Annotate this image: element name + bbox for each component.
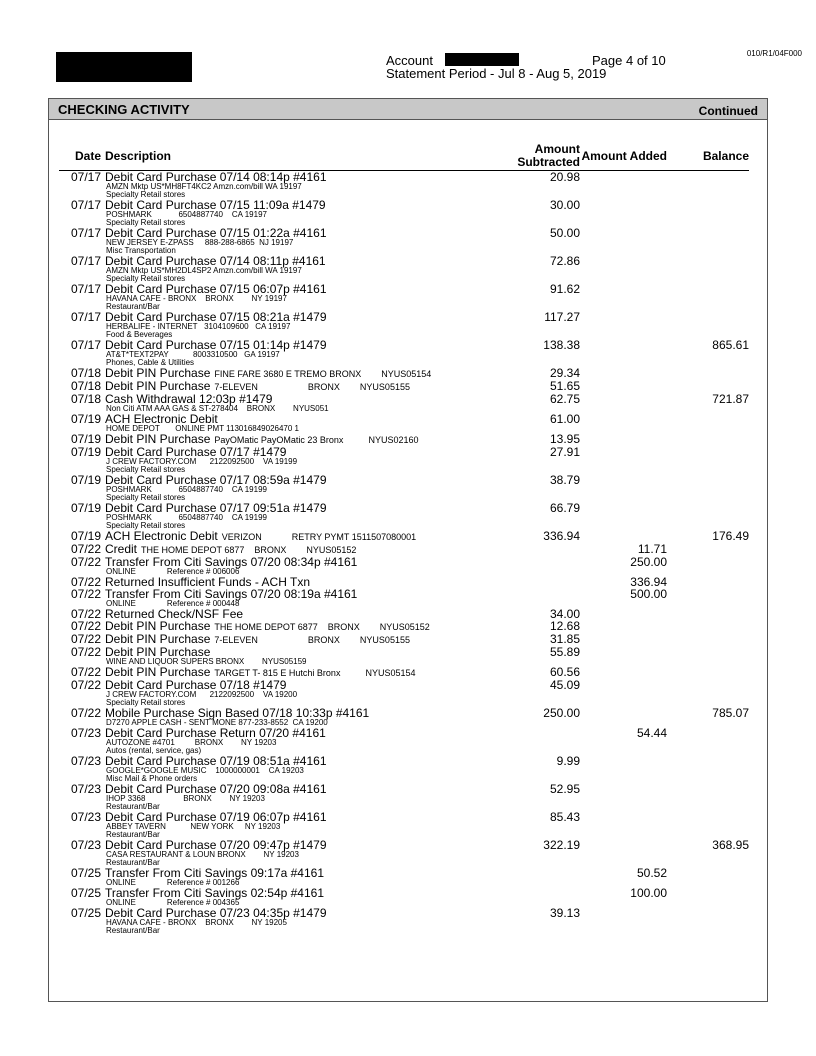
row-main-text: Returned Insufficient Funds - ACH Txn (105, 575, 310, 589)
row-main-text: Debit Card Purchase 07/17 #1479 (105, 445, 287, 459)
continued-label: Continued (698, 104, 758, 118)
row-balance (667, 367, 749, 380)
row-amount-added (580, 367, 667, 380)
statement-period: Statement Period - Jul 8 - Aug 5, 2019 (386, 66, 607, 81)
row-description (105, 811, 475, 839)
row-sub-detail: Phones, Cable & Utilities (106, 358, 195, 367)
row-amount-subtracted: 336.94 (543, 529, 580, 543)
row-sub-detail: HOME DEPOT ONLINE PMT 113016849026470 1 (106, 424, 299, 433)
row-main-text: Debit PIN Purchase (105, 366, 211, 380)
row-description (105, 393, 475, 413)
row-amount-subtracted: 51.65 (549, 379, 580, 393)
checking-activity-panel (48, 98, 768, 1002)
row-amount-subtracted: 52.95 (549, 782, 580, 796)
row-balance (667, 646, 749, 666)
row-amount-added (580, 413, 667, 433)
row-main-text: Debit PIN Purchase (105, 632, 211, 646)
row-amount-subtracted: 85.43 (549, 810, 580, 824)
row-balance (667, 679, 749, 707)
row-balance (667, 727, 749, 755)
row-main-text: Debit Card Purchase 07/15 01:14p #1479 (105, 338, 327, 352)
row-amount-added (580, 633, 667, 646)
row-main-text: Transfer From Citi Savings 02:54p #4161 (105, 886, 324, 900)
row-main-text: Debit Card Purchase 07/18 #1479 (105, 678, 287, 692)
row-amount-subtracted: 55.89 (549, 645, 580, 659)
row-merchant-detail: FINE FARE 3680 E TREMO BRONX NYUS05154 (214, 369, 432, 379)
row-description (105, 783, 475, 811)
row-sub-detail: ABBEY TAVERN NEW YORK NY 19203 (106, 822, 281, 831)
row-description (105, 907, 475, 935)
row-sub-detail: AMZN Mktp US*MH2DL4SP2 Amzn.com/bill WA 19197 (106, 266, 302, 275)
row-amount-subtracted: 30.00 (549, 198, 580, 212)
row-sub-detail: Specialty Retail stores (106, 465, 186, 474)
row-main-text: Debit PIN Purchase (105, 619, 211, 633)
row-description (105, 474, 475, 502)
row-balance: 721.87 (712, 392, 749, 406)
row-main-text: Transfer From Citi Savings 09:17a #4161 (105, 866, 324, 880)
row-description (105, 502, 475, 530)
row-sub-detail: CASA RESTAURANT & LOUN BRONX NY 19203 (106, 850, 299, 859)
row-balance (667, 867, 749, 887)
row-description (105, 339, 475, 367)
row-date: 07/17 (70, 254, 101, 268)
row-balance (667, 755, 749, 783)
row-date: 07/22 (70, 575, 101, 589)
row-sub-detail: ONLINE Reference # 001266 (106, 878, 240, 887)
row-description (105, 446, 475, 474)
row-main-text: Debit PIN Purchase (105, 645, 211, 659)
row-date: 07/22 (70, 619, 101, 633)
row-date: 07/22 (70, 645, 101, 659)
table-row (59, 707, 749, 727)
document-code: 010/R1/04F000 (746, 49, 802, 58)
row-description (105, 755, 475, 783)
row-amount-subtracted: 29.34 (549, 366, 580, 380)
account-label: Account (386, 53, 433, 68)
table-row (59, 887, 749, 907)
row-merchant-detail: PayOMatic PayOMatic 23 Bronx NYUS02160 (214, 435, 419, 445)
row-description (105, 311, 475, 339)
row-description (105, 588, 475, 608)
row-sub-detail: AT&T*TEXT2PAY 8003310500 GA 19197 (106, 350, 280, 359)
row-amount-added (580, 907, 667, 935)
row-main-text: Debit Card Purchase 07/15 11:09a #1479 (105, 198, 326, 212)
row-sub-detail: IHOP 3368 BRONX NY 19203 (106, 794, 265, 803)
row-amount-added (580, 311, 667, 339)
row-sub-detail: Restaurant/Bar (106, 302, 160, 311)
row-date: 07/18 (70, 379, 101, 393)
row-amount-subtracted: 50.00 (549, 226, 580, 240)
row-date: 07/19 (70, 501, 101, 515)
row-balance (667, 502, 749, 530)
row-balance (667, 171, 749, 200)
row-amount-added (580, 433, 667, 446)
row-sub-detail: Non Citi ATM AAA GAS & ST-278404 BRONX NYUS051 (106, 404, 329, 413)
row-description (105, 839, 475, 867)
row-amount-subtracted: 61.00 (549, 412, 580, 426)
row-sub-detail: Specialty Retail stores (106, 190, 186, 199)
row-amount-added (580, 679, 667, 707)
row-amount-subtracted (475, 576, 580, 588)
row-date: 07/25 (70, 866, 101, 880)
row-date: 07/25 (70, 906, 101, 920)
transactions-table (59, 143, 749, 935)
row-amount-subtracted (475, 867, 580, 887)
table-row (59, 588, 749, 608)
row-amount-subtracted: 13.95 (549, 432, 580, 446)
row-sub-detail: Specialty Retail stores (106, 218, 186, 227)
row-balance (667, 227, 749, 255)
row-sub-detail: J CREW FACTORY.COM 2122092500 VA 19199 (106, 457, 298, 466)
row-sub-detail: Specialty Retail stores (106, 493, 186, 502)
row-balance (667, 556, 749, 576)
row-sub-detail: Specialty Retail stores (106, 274, 186, 283)
row-balance (667, 474, 749, 502)
row-main-text: Debit Card Purchase Return 07/20 #4161 (105, 726, 326, 740)
row-amount-added: 500.00 (630, 587, 667, 601)
table-row (59, 867, 749, 887)
page-number: Page 4 of 10 (592, 53, 666, 68)
row-balance (667, 446, 749, 474)
row-description (105, 646, 475, 666)
row-sub-detail: ONLINE Reference # 006006 (106, 567, 240, 576)
row-date: 07/17 (70, 198, 101, 212)
row-main-text: Credit (105, 542, 138, 556)
row-date: 07/22 (70, 607, 101, 621)
row-date: 07/17 (70, 226, 101, 240)
row-amount-subtracted (475, 727, 580, 755)
row-sub-detail: POSHMARK 6504887740 CA 19199 (106, 513, 267, 522)
row-amount-subtracted: 31.85 (549, 632, 580, 646)
row-amount-added (580, 502, 667, 530)
row-amount-subtracted (475, 543, 580, 556)
row-amount-added: 250.00 (630, 555, 667, 569)
row-date: 07/22 (70, 706, 101, 720)
row-amount-subtracted: 72.86 (549, 254, 580, 268)
row-amount-subtracted: 117.27 (544, 310, 580, 324)
row-balance (667, 608, 749, 620)
row-merchant-detail: THE HOME DEPOT 6877 BRONX NYUS05152 (141, 545, 357, 555)
row-sub-detail: POSHMARK 6504887740 CA 19197 (106, 210, 267, 219)
row-description (105, 727, 475, 755)
row-balance: 785.07 (712, 706, 749, 720)
row-date: 07/23 (70, 810, 101, 824)
row-sub-detail: AMZN Mktp US*MH8FT4KC2 Amzn.com/bill WA 19197 (106, 182, 302, 191)
row-balance (667, 633, 749, 646)
row-main-text: Debit Card Purchase 07/19 06:07p #4161 (105, 810, 327, 824)
row-date: 07/23 (70, 782, 101, 796)
row-main-text: Debit Card Purchase 07/17 08:59a #1479 (105, 473, 327, 487)
row-date: 07/17 (70, 170, 101, 184)
row-amount-added (580, 393, 667, 413)
row-date: 07/22 (70, 555, 101, 569)
row-description (105, 283, 475, 311)
row-description (105, 556, 475, 576)
row-balance (667, 543, 749, 556)
row-date: 07/22 (70, 678, 101, 692)
row-amount-added (580, 171, 667, 200)
row-merchant-detail: VERIZON RETRY PYMT 1511507080001 (221, 532, 417, 542)
row-date: 07/23 (70, 726, 101, 740)
row-date: 07/25 (70, 886, 101, 900)
row-sub-detail: NEW JERSEY E-ZPASS 888-288-6865 NJ 19197 (106, 238, 294, 247)
table-row (59, 755, 749, 783)
row-amount-added (580, 227, 667, 255)
table-row (59, 839, 749, 867)
row-amount-added: 100.00 (630, 886, 667, 900)
row-amount-added: 50.52 (636, 866, 667, 880)
row-date: 07/18 (70, 392, 101, 406)
row-main-text: Debit Card Purchase 07/17 09:51a #1479 (105, 501, 327, 515)
row-amount-added (580, 380, 667, 393)
row-amount-subtracted: 39.13 (549, 906, 580, 920)
row-amount-added (580, 446, 667, 474)
row-balance (667, 255, 749, 283)
table-row (59, 199, 749, 227)
table-row (59, 556, 749, 576)
row-amount-added (580, 474, 667, 502)
row-description (105, 171, 475, 200)
row-amount-added (580, 811, 667, 839)
section-header-bar (49, 99, 767, 120)
table-row (59, 727, 749, 755)
row-sub-detail: AUTOZONE #4701 BRONX NY 19203 (106, 738, 277, 747)
row-balance (667, 199, 749, 227)
row-amount-added (580, 666, 667, 679)
row-amount-added (580, 783, 667, 811)
row-date: 07/22 (70, 587, 101, 601)
row-main-text: ACH Electronic Debit (105, 412, 218, 426)
table-row (59, 679, 749, 707)
table-row (59, 907, 749, 935)
row-merchant-detail: 7-ELEVEN BRONX NYUS05155 (214, 635, 410, 645)
table-row (59, 393, 749, 413)
row-balance (667, 576, 749, 588)
row-amount-subtracted (475, 588, 580, 608)
row-amount-subtracted (475, 887, 580, 907)
row-date: 07/17 (70, 338, 101, 352)
row-amount-subtracted: 45.09 (549, 678, 580, 692)
row-amount-subtracted: 322.19 (543, 838, 580, 852)
row-date: 07/17 (70, 282, 101, 296)
row-amount-subtracted: 60.56 (549, 665, 580, 679)
table-row (59, 339, 749, 367)
row-sub-detail: Misc Mail & Phone orders (106, 774, 198, 783)
row-balance: 368.95 (712, 838, 749, 852)
row-description (105, 413, 475, 433)
row-amount-subtracted: 34.00 (549, 607, 580, 621)
row-sub-detail: WINE AND LIQUOR SUPERS BRONX NYUS05159 (106, 657, 307, 666)
row-balance (667, 413, 749, 433)
row-amount-subtracted: 91.62 (549, 282, 580, 296)
row-amount-added (580, 255, 667, 283)
row-date: 07/22 (70, 542, 101, 556)
row-merchant-detail: THE HOME DEPOT 6877 BRONX NYUS05152 (214, 622, 430, 632)
row-sub-detail: Restaurant/Bar (106, 858, 160, 867)
row-main-text: Transfer From Citi Savings 07/20 08:34p #4161 (105, 555, 358, 569)
row-main-text: Returned Check/NSF Fee (105, 607, 244, 621)
row-sub-detail: ONLINE Reference # 004365 (106, 898, 240, 907)
row-date: 07/23 (70, 754, 101, 768)
date-header: Date (59, 143, 105, 171)
table-row (59, 811, 749, 839)
table-row (59, 311, 749, 339)
table-row (59, 255, 749, 283)
row-sub-detail: ONLINE Reference # 000448 (106, 599, 240, 608)
row-amount-subtracted (475, 556, 580, 576)
table-row (59, 171, 749, 200)
row-main-text: Debit PIN Purchase (105, 379, 211, 393)
row-description (105, 199, 475, 227)
row-merchant-detail: 7-ELEVEN BRONX NYUS05155 (214, 382, 410, 392)
row-description (105, 679, 475, 707)
amount-added-header: Amount Added (580, 143, 667, 171)
row-date: 07/22 (70, 632, 101, 646)
row-balance (667, 311, 749, 339)
description-header: Description (105, 143, 475, 171)
row-main-text: Debit Card Purchase 07/15 08:21a #1479 (105, 310, 327, 324)
row-main-text: Debit Card Purchase 07/23 04:35p #1479 (105, 906, 327, 920)
row-balance (667, 620, 749, 633)
row-balance (667, 666, 749, 679)
row-sub-detail: Autos (rental, service, gas) (106, 746, 202, 755)
row-amount-subtracted: 12.68 (549, 619, 580, 633)
table-row (59, 446, 749, 474)
row-balance (667, 907, 749, 935)
row-sub-detail: Restaurant/Bar (106, 830, 160, 839)
row-sub-detail: HERBALIFE - INTERNET 3104109600 CA 19197 (106, 322, 291, 331)
row-date: 07/19 (70, 432, 101, 446)
row-amount-subtracted: 66.79 (549, 501, 580, 515)
table-row (59, 502, 749, 530)
row-balance (667, 283, 749, 311)
row-date: 07/19 (70, 445, 101, 459)
row-sub-detail: Specialty Retail stores (106, 521, 186, 530)
row-main-text: Debit Card Purchase 07/20 09:47p #1479 (105, 838, 327, 852)
row-description (105, 867, 475, 887)
row-description (105, 707, 475, 727)
row-merchant-detail: TARGET T- 815 E Hutchi Bronx NYUS05154 (214, 668, 416, 678)
amount-subtracted-header: Amount Subtracted (475, 143, 580, 171)
row-sub-detail: HAVANA CAFE - BRONX BRONX NY 19197 (106, 294, 287, 303)
row-date: 07/23 (70, 838, 101, 852)
row-amount-added (580, 199, 667, 227)
table-row (59, 783, 749, 811)
row-amount-subtracted: 250.00 (543, 706, 580, 720)
row-main-text: Debit PIN Purchase (105, 665, 211, 679)
redacted-name-block-2 (56, 66, 184, 82)
row-amount-subtracted: 38.79 (549, 473, 580, 487)
table-row (59, 413, 749, 433)
row-sub-detail: Food & Beverages (106, 330, 173, 339)
row-balance (667, 887, 749, 907)
row-amount-added (580, 608, 667, 620)
row-description (105, 227, 475, 255)
row-sub-detail: HAVANA CAFE - BRONX BRONX NY 19205 (106, 918, 287, 927)
row-amount-added (580, 755, 667, 783)
row-sub-detail: POSHMARK 6504887740 CA 19199 (106, 485, 267, 494)
row-main-text: ACH Electronic Debit (105, 529, 218, 543)
row-amount-added (580, 339, 667, 367)
row-main-text: Debit PIN Purchase (105, 432, 211, 446)
row-amount-added (580, 283, 667, 311)
row-sub-detail: Specialty Retail stores (106, 698, 186, 707)
row-date: 07/19 (70, 473, 101, 487)
row-balance: 865.61 (712, 338, 749, 352)
table-row (59, 227, 749, 255)
row-amount-subtracted: 62.75 (549, 392, 580, 406)
row-amount-subtracted: 138.38 (543, 338, 580, 352)
row-date: 07/19 (70, 529, 101, 543)
row-date: 07/19 (70, 412, 101, 426)
row-date: 07/22 (70, 665, 101, 679)
row-amount-added: 11.71 (637, 542, 667, 556)
row-balance (667, 783, 749, 811)
row-amount-added (580, 646, 667, 666)
row-sub-detail: D7270 APPLE CASH - SENT MONE 877-233-8552 CA 19200 (106, 718, 328, 727)
row-balance (667, 433, 749, 446)
row-amount-added (580, 620, 667, 633)
table-row (59, 646, 749, 666)
row-balance: 176.49 (712, 529, 749, 543)
row-amount-added: 336.94 (630, 575, 667, 589)
row-sub-detail: Restaurant/Bar (106, 926, 160, 935)
row-main-text: Transfer From Citi Savings 07/20 08:19a #4161 (105, 587, 358, 601)
row-amount-added: 54.44 (636, 726, 667, 740)
row-description (105, 530, 475, 543)
row-main-text: Debit Card Purchase 07/15 01:22a #4161 (105, 226, 327, 240)
row-main-text: Cash Withdrawal 12:03p #1479 (105, 392, 273, 406)
balance-header: Balance (667, 143, 749, 171)
row-description (105, 255, 475, 283)
row-amount-subtracted: 27.91 (549, 445, 580, 459)
row-amount-added (580, 839, 667, 867)
row-date: 07/17 (70, 310, 101, 324)
row-sub-detail: GOOGLE*GOOGLE MUSIC 1000000001 CA 19203 (106, 766, 304, 775)
row-sub-detail: J CREW FACTORY.COM 2122092500 VA 19200 (106, 690, 298, 699)
row-balance (667, 588, 749, 608)
row-amount-added (580, 707, 667, 727)
row-main-text: Debit Card Purchase 07/19 08:51a #4161 (105, 754, 327, 768)
table-row (59, 283, 749, 311)
row-date: 07/18 (70, 366, 101, 380)
row-main-description (105, 530, 475, 543)
table-row (59, 474, 749, 502)
row-main-text: Debit Card Purchase 07/14 08:11p #4161 (105, 254, 326, 268)
row-amount-subtracted: 9.99 (556, 754, 580, 768)
row-main-text: Debit Card Purchase 07/15 06:07p #4161 (105, 282, 327, 296)
redacted-account-number (445, 53, 519, 66)
row-main-text: Mobile Purchase Sign Based 07/18 10:33p #4161 (105, 706, 370, 720)
row-main-text: Debit Card Purchase 07/14 08:14p #4161 (105, 170, 327, 184)
table-header-row (59, 143, 749, 171)
row-sub-detail: Restaurant/Bar (106, 802, 160, 811)
section-title: CHECKING ACTIVITY (58, 102, 190, 117)
row-amount-subtracted: 20.98 (549, 170, 580, 184)
row-description (105, 887, 475, 907)
row-sub-detail: Misc Transportation (106, 246, 176, 255)
row-balance (667, 811, 749, 839)
row-main-text: Debit Card Purchase 07/20 09:08a #4161 (105, 782, 327, 796)
